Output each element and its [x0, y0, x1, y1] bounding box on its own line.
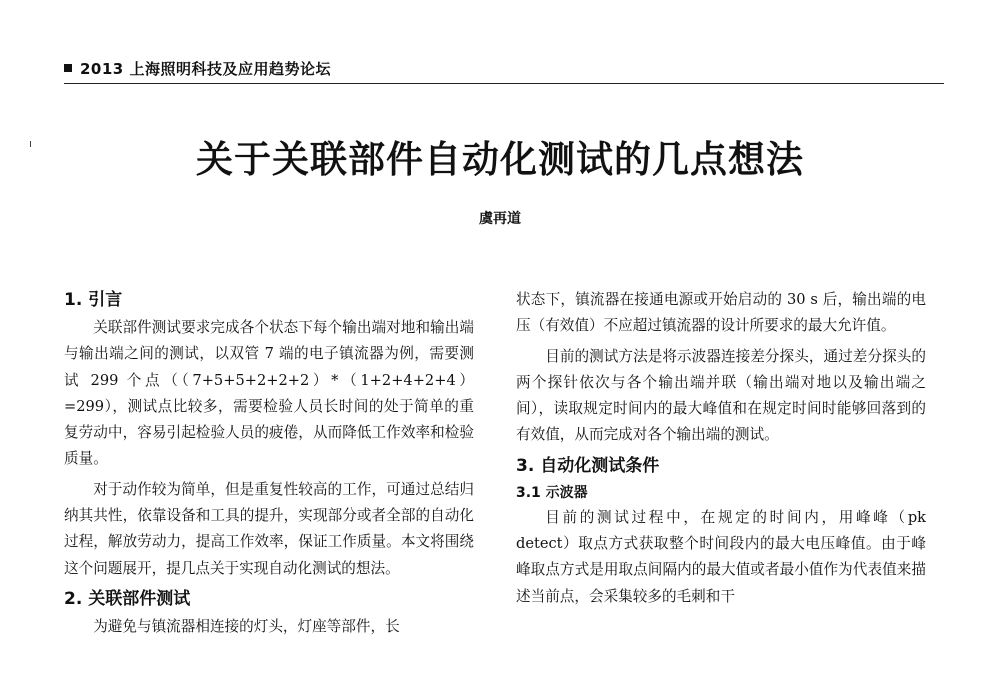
section-2-paragraph-1: 为避免与镇流器相连接的灯头，灯座等部件，长: [93, 617, 400, 635]
section-1-heading: 1. 引言: [64, 290, 123, 310]
section-3-1-heading: 3.1 示波器: [516, 484, 588, 501]
header-rule: [64, 83, 944, 84]
running-header: [64, 58, 331, 79]
section-1-paragraph-1: 关联部件测试要求完成各个状态下每个输出端对地和输出端与输出端之间的测试，以双管 7 端的电子镇流器为例，需要测试 299 个点（（7+5+5+2+2+2）*（1+2+4+2+4）=299），测试点比较多，需要检验人员长时间的处于简单的重复劳动中，容易引起检验人员的疲倦，从而降低工作效率和检验质量。: [64, 319, 474, 468]
right-paragraph-1: 状态下，镇流器在接通电源或开始启动的 30 s 后，输出端的电压（有效值）不应超过镇流器的设计所要求的最大允许值。: [516, 291, 926, 335]
left-column: [64, 287, 474, 640]
square-bullet-icon: [64, 64, 72, 72]
author: 虞再道: [479, 211, 521, 227]
section-3-1-paragraph-1: 目前的测试过程中，在规定的时间内，用峰峰（pk detect）取点方式获取整个时间段内的最大电压峰值。由于峰峰取点方式是用取点间隔内的最大值或者最小值作为代表值来描述当前点，会采集较多的毛刺和干: [516, 508, 926, 605]
right-paragraph-2: 目前的测试方法是将示波器连接差分探头，通过差分探头的两个探针依次与各个输出端并联（输出端对地以及输出端之间），读取规定时间内的最大峰值和在规定时间时能够回落到的有效值，从而完成对各个输出端的测试。: [516, 347, 926, 444]
header-text: 2013 上海照明科技及应用趋势论坛: [80, 60, 331, 78]
paper-title: 关于关联部件自动化测试的几点想法: [196, 138, 804, 181]
section-2-heading: 2. 关联部件测试: [64, 588, 191, 609]
section-1-paragraph-2: 对于动作较为简单，但是重复性较高的工作，可通过总结归纳其共性，依靠设备和工具的提升，实现部分或者全部的自动化过程，解放劳动力，提高工作效率，保证工作质量。本文将围绕这个问题展开，提几点关于实现自动化测试的想法。: [64, 480, 474, 577]
section-3-heading: 3. 自动化测试条件: [516, 455, 660, 476]
right-column: [516, 287, 926, 610]
